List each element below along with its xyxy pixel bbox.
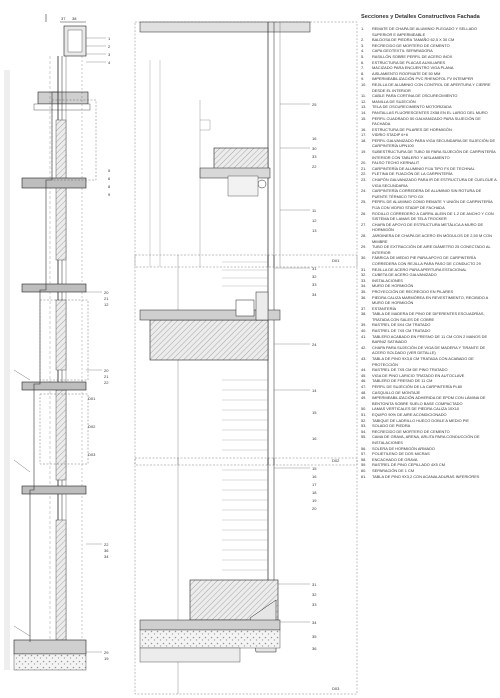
legend-item — [361, 356, 497, 367]
legend-item-text: POLIETILENO DE DOS MICRAS — [372, 451, 430, 457]
legend-item-number: 28. — [361, 232, 367, 238]
legend-item-text: ESTANTERÍA — [372, 305, 397, 311]
legend-item — [361, 138, 497, 149]
legend-item-number: 13. — [361, 104, 367, 110]
legend-item-text: RODILLO CORREDERO A CARRIL ALEIN DE 1.2 DE ANCHO Y CON SISTEMA DE LAMAS DE TELA TROCKER — [372, 210, 494, 222]
legend-item-number: 6. — [361, 59, 365, 65]
legend-item — [361, 116, 497, 127]
detail-label-d02: D02 — [332, 458, 340, 463]
detail-d02 — [135, 255, 357, 465]
d02-callout-24: 24 — [312, 342, 317, 347]
legend-item-number: 60. — [361, 467, 367, 473]
detail-tag-d01-left: D01 — [88, 396, 96, 401]
legend-item-number: 45. — [361, 372, 367, 378]
legend-item-text: SEPARACIÓN DE 1 CM — [372, 467, 415, 473]
legend-item-text: ESTRUCTURA DE PLACAS AUXILIARES — [372, 59, 446, 65]
legend-item-text: AISLAMIENTO ROOFMATE DE 50 MM — [372, 70, 441, 76]
callout-9: 9 — [108, 192, 111, 197]
legend-item-text: REMATE DE CHAPA DE ALUMINIO PLEGADO Y SELLADO SUPERIOR E IMPERMEABLE — [372, 26, 478, 37]
d03-callout-36: 36 — [312, 646, 317, 651]
legend-item-number: 26. — [361, 210, 367, 216]
legend-item-number: 18. — [361, 137, 367, 143]
legend-item-number: 29. — [361, 244, 367, 250]
d02-callout-31: 31 — [312, 266, 317, 271]
legend-item-text: SOLERA DE HORMIGÓN ARMADO — [372, 445, 435, 451]
legend-item-text: RASTREL DE 7X5 CM DE PINO TRATADO — [372, 367, 448, 373]
d02-callout-34: 34 — [312, 292, 317, 297]
legend-item-text: VIGA DE PINO LARICIO TRATADO EN AUTOCLAVE — [372, 372, 465, 378]
legend-item-text: ESTRUCTURA DE PILARES DE HORMIGÓN — [372, 126, 452, 132]
legend-item-number: 21. — [361, 165, 367, 171]
legend-item-number: 17. — [361, 132, 367, 138]
legend-item-text: TABLERO DE FRESNO DE 11 CM — [372, 378, 433, 384]
d03-callout-20: 20 — [312, 506, 317, 511]
callout-34c: 34 — [104, 554, 109, 559]
legend-item-text: SOLADO DE PIEDRA — [372, 423, 411, 429]
callout-5: 5 — [108, 168, 111, 173]
detail-tag-d02-left: D02 — [88, 424, 96, 429]
detail-label-d01: D01 — [332, 258, 340, 263]
legend-item-text: TABLERO ACABADO EN FRESNO DE 11 CM CON 2 MANOS DE BARNIZ SATINADO — [372, 333, 488, 345]
legend-item-number: 22. — [361, 171, 367, 177]
legend-item — [361, 199, 497, 210]
legend-item-text: ENCACHADO DE GRAVA — [372, 456, 418, 462]
legend-item — [361, 222, 497, 233]
legend-item-number: 2. — [361, 37, 365, 43]
legend-item-text: FÁBRICA DE MEDIO PIE PARA APOYO DE CARPINTERÍA CORREDERA CON REJILLA PARA PASO DE CONDUCTO 29 — [372, 255, 481, 266]
legend-item-text: LAMAS VERTICALES DE PIEDRA CALIZA 10X10 — [372, 406, 460, 412]
legend-item — [361, 295, 497, 306]
legend-item-text: IMPERMEABILIZACIÓN PVC RHENOFOL FV INTEMPER — [372, 76, 474, 82]
legend-item-text: PIEDRA CALIZA MARMÓREA EN REVESTIMIENTO, RECIBIDO A MURO DE HORMIGÓN — [372, 294, 489, 306]
legend-item-number: 4. — [361, 48, 365, 54]
legend-item-text: RECRECIDO DE MORTERO DE CEMENTO — [372, 42, 450, 48]
callout-22b: 22 — [104, 380, 109, 385]
d02-callout-15: 15 — [312, 410, 317, 415]
legend-item-number: 38. — [361, 311, 367, 317]
legend-item-number: 43. — [361, 356, 367, 362]
callout-20b: 20 — [104, 368, 109, 373]
legend-item-number: 36. — [361, 294, 367, 300]
legend-item-text: SUBESTRUCTURA DE TUBO 50 PARA SUJECIÓN DE CARPINTERÍA INTERIOR CON TABLERO Y AISLAMIENTO — [372, 149, 496, 160]
legend-item-text: RASTREL DE 5X4 CM TRATADO — [372, 322, 431, 328]
legend-item-text: PERFIL DE SUJECIÓN DE LA CARPINTERÍA PL80 — [372, 384, 463, 389]
legend-item — [361, 255, 497, 266]
legend-item-number: 59. — [361, 462, 367, 468]
legend-item — [361, 311, 497, 322]
legend-item — [361, 474, 497, 480]
legend-item-number: 51. — [361, 411, 367, 417]
legend-item-text: INSTALACIONES — [372, 277, 403, 283]
legend-item-text: CAMA DE GRAVA, ARENA, ARLITA PARA CONDUCCIÓN DE INSTALACIONES — [372, 434, 480, 445]
legend-item-text: PERFIL CUADRADO 50 GALVANIZADO PARA SUJECIÓN DE FACHADA — [372, 115, 481, 127]
legend-item-text: MACIZADO PARA ENCUENTRO VIGA PLANA — [372, 65, 454, 71]
legend-item-text: CABLE PARA CORTINA DE OSCURECIMIENTO — [372, 93, 458, 99]
legend-list — [361, 26, 497, 479]
legend-item-text: FALSO TECHO KERNALIT — [372, 160, 420, 166]
legend-item-text: CARPINTERÍA CORREDERA DE ALUMINIO SIN ROTURA DE PUENTE TÉRMICO TIPO GX — [372, 188, 482, 199]
legend-item-number: 33. — [361, 277, 367, 283]
d03-callout-17: 17 — [312, 482, 317, 487]
legend-item-text: REJILLA DE ALUMINIO CON CONTROL DE APERTURA Y CIERRE DESDE EL INTERIOR — [372, 81, 491, 93]
legend-item-number: 41. — [361, 333, 367, 339]
d02-callout-32: 32 — [312, 274, 317, 279]
legend-item-number: 12. — [361, 98, 367, 104]
legend-item — [361, 244, 497, 255]
legend-item-number: 40. — [361, 328, 367, 334]
legend-item-number: 56. — [361, 445, 367, 451]
detail-d01 — [135, 22, 357, 267]
d02-callout-14: 14 — [312, 388, 317, 393]
legend-item-number: 1. — [361, 26, 365, 31]
legend-item-text: JARDINERA DE CHAPA DE ACERO EN MÓDULOS DE 2,50 M CON MIMBRE — [372, 232, 492, 244]
legend-item-number: 34. — [361, 283, 367, 289]
legend-item-text: PERFIL GALVANIZADO PARA VIGA SECUNDARIA DE SUJECIÓN DE CARPINTERÍA UPN100 — [372, 137, 496, 149]
legend-item-text: PROYECCIÓN DE RECRECIDO EN PILARES — [372, 288, 454, 294]
legend-item-text: RECRECIDO DE MORTERO DE CEMENTO — [372, 428, 450, 434]
legend-item — [361, 395, 497, 406]
top-tick-38: 38 — [72, 16, 77, 21]
legend-item-number: 20. — [361, 160, 367, 166]
legend-item-text: RASILLÓN SOBRE PERFIL DE ACERO INOX — [372, 53, 453, 59]
callout-2: 2 — [108, 44, 111, 49]
legend-item — [361, 345, 497, 356]
legend-item-text: RASTREL DE PINO CEPILLADO 4X5 CM — [372, 462, 445, 468]
detail-label-d03: D03 — [332, 686, 340, 691]
d01-callout-33: 33 — [312, 154, 317, 159]
legend-item-number: 27. — [361, 221, 367, 227]
d01-callout-16: 16 — [312, 136, 317, 141]
legend-item — [361, 334, 497, 345]
legend-item-text: CAPA GEOTEXTIL SEPARADORA — [372, 48, 433, 54]
d01-callouts — [280, 102, 317, 233]
legend-item-text: TUBO DE EXTRACCIÓN DE AIRE DIÁMETRO 25 CONECTADO AL INTERIOR — [372, 244, 491, 255]
legend-item-text: PLETINA DE FIJACIÓN DE LA CARPINTERÍA — [372, 171, 453, 177]
legend-item-number: 52. — [361, 417, 367, 423]
legend-item-number: 44. — [361, 367, 367, 373]
legend-item-text: TELA DE OSCURECIMIENTO MOTORIZADA — [372, 104, 452, 110]
legend-item-number: 49. — [361, 395, 367, 401]
callout-21a: 21 — [104, 296, 109, 301]
legend-item-number: 30. — [361, 255, 367, 261]
legend-item-number: 50. — [361, 406, 367, 412]
legend-item-number: 10. — [361, 81, 367, 87]
top-tick-37: 37 — [61, 16, 66, 21]
legend-item-number: 48. — [361, 389, 367, 395]
d03-callout-31: 31 — [312, 582, 317, 587]
legend-item-number: 8. — [361, 70, 365, 76]
legend-item-number: 24. — [361, 188, 367, 194]
legend-item-number: 35. — [361, 288, 367, 294]
legend-item-number: 23. — [361, 177, 367, 183]
legend-item-text: VIDRIO STADIP 6+6 — [372, 132, 408, 138]
d01-callout-30: 30 — [312, 146, 317, 151]
legend-item — [361, 233, 497, 244]
callout-29: 29 — [104, 650, 109, 655]
legend-item-text: REJILLA DE ACERO PARA APERTURA ESTACIONAL — [372, 266, 467, 272]
d02-callout-33: 33 — [312, 282, 317, 287]
callout-6: 6 — [108, 176, 111, 181]
left-callouts — [86, 36, 111, 661]
d01-callout-25: 25 — [312, 102, 317, 107]
legend-title: Secciones y Detalles Constructivos Fachada — [361, 14, 480, 20]
callout-20a: 20 — [104, 290, 109, 295]
legend-item-text: PANTALLAS FLUORESCENTES 2X58 EN EL LARGO DEL MURO — [372, 109, 488, 115]
legend-item — [361, 149, 497, 160]
d01-callout-11: 11 — [312, 208, 317, 213]
legend-item-text: TABLA DE PINO 9X3,2 CON ACANALADURAS INFERIORES — [372, 473, 480, 479]
callout-36c: 36 — [104, 548, 109, 553]
d03-callout-18: 18 — [312, 490, 317, 495]
legend-item-number: 37. — [361, 305, 367, 311]
detail-d03 — [135, 458, 357, 694]
legend-item-text: CHAPÓN GALVANIZADO PARA IR DE ESTRUCTURA DE CUELGUE A VIGA SECUNDARIA — [372, 177, 497, 188]
d03-callout-19: 19 — [312, 498, 317, 503]
d03-callout-15: 15 — [312, 466, 317, 471]
callout-19: 19 — [104, 656, 109, 661]
legend-item-number: 16. — [361, 126, 367, 132]
callout-8: 8 — [108, 184, 111, 189]
callout-12a: 12 — [104, 302, 109, 307]
legend-item-text: CARPINTERÍA DE ALUMINIO FIJA TIPO FX DE TECHNAL — [372, 165, 475, 171]
legend-item-number: 55. — [361, 434, 367, 440]
legend-item — [361, 82, 497, 93]
d03-callout-33: 33 — [312, 602, 317, 607]
legend-item-number: 58. — [361, 456, 367, 462]
legend-item-text: PERFIL DE ALUMINIO COMO REMATE Y UNIÓN DE CARPINTERÍA FIJA CON VIDRIO STADIP DE FACHADA — [372, 199, 493, 210]
callout-21b: 21 — [104, 374, 109, 379]
full-height-section — [4, 26, 96, 670]
legend-item-number: 7. — [361, 65, 365, 71]
d03-callout-16: 16 — [312, 474, 317, 479]
d01-callout-12: 12 — [312, 218, 317, 223]
d03-callout-34: 34 — [312, 620, 317, 625]
callout-4: 4 — [108, 60, 111, 65]
callout-1: 1 — [108, 36, 111, 41]
legend-item-number: 14. — [361, 109, 367, 115]
legend-item-number: 31. — [361, 266, 367, 272]
legend-item-number: 39. — [361, 322, 367, 328]
legend-item-number: 47. — [361, 384, 367, 389]
legend-item-number: 19. — [361, 149, 367, 155]
legend-item-number: 3. — [361, 42, 365, 48]
d02-callouts — [274, 266, 317, 441]
legend-item-number: 61. — [361, 473, 367, 479]
legend-item-number: 53. — [361, 423, 367, 429]
d03-callout-32: 32 — [312, 592, 317, 597]
callout-3: 3 — [108, 52, 111, 57]
d01-callout-13: 13 — [312, 228, 317, 233]
legend-item — [361, 177, 497, 188]
legend-item-number: 11. — [361, 93, 367, 99]
legend-item-number: 15. — [361, 115, 367, 121]
legend-item-number: 54. — [361, 428, 367, 434]
legend-item-number: 5. — [361, 53, 365, 59]
legend-item-text: EQUIPO 90% DE AIRE ACONDICIONADO — [372, 411, 447, 417]
legend-item — [361, 26, 497, 37]
legend-item-text: TABLA DE MADERA DE PINO DE DIFERENTES ESCUADRÍAS, TRATADA CON SALES DE COBRE — [372, 311, 485, 322]
legend-item-text: MURO DE HORMIGÓN — [372, 283, 414, 289]
d03-callouts — [274, 466, 317, 651]
legend-item-text: CHAPA PARA SUJECIÓN DE VIGA DE MADERA Y TIRANTE DE ACERO SOLDADO (VER DETALLE) — [372, 344, 486, 356]
callout-22c: 22 — [104, 542, 109, 547]
legend-item-number: 42. — [361, 344, 367, 350]
legend-item-text: CASQUILLO DE MONTAJE — [372, 389, 421, 395]
legend-item-text: TABIQUE DE LADRILLO HUECO DOBLE A MEDIO PIE — [372, 417, 470, 423]
legend-item-number: 9. — [361, 76, 365, 82]
detail-tag-d03-left: D03 — [88, 452, 96, 457]
d01-callout-22: 22 — [312, 164, 317, 169]
legend-item-number: 32. — [361, 272, 367, 278]
legend-item-number: 57. — [361, 451, 367, 457]
legend-item — [361, 211, 497, 222]
legend-item-text: CUBETA DE ACERO GALVANIZADO — [372, 272, 437, 278]
d03-callout-35: 35 — [312, 634, 317, 639]
legend-item-text: TABLA DE PINO 9X3,6 CM TRATADA CON ACABADO DE PROTECCIÓN — [372, 356, 474, 367]
legend-item-number: 46. — [361, 378, 367, 384]
legend-item-number: 25. — [361, 199, 367, 205]
legend-item-text: CHAPA DE APOYO DE ESTRUCTURA METÁLICA A MURO DE HORMIGÓN — [372, 221, 484, 233]
legend-item-text: RASTREL DE 7X5 CM TRATADO — [372, 328, 431, 334]
legend-item-text: MANILLA DE SUJECIÓN — [372, 98, 416, 104]
legend-item — [361, 188, 497, 199]
legend-panel — [361, 14, 497, 696]
d02-callout-16: 16 — [312, 436, 317, 441]
legend-item — [361, 434, 497, 445]
legend-item-text: IMPERMEABILIZACIÓN ADHERIDA DE EPDM CON LÁMINA DE BENTONITA SOBRE SUELO BASE COMPACTADO — [372, 395, 486, 406]
legend-item-text: BALDOSA DE PIEDRA TAMAÑO 62,5 X 30 CM — [372, 37, 455, 43]
